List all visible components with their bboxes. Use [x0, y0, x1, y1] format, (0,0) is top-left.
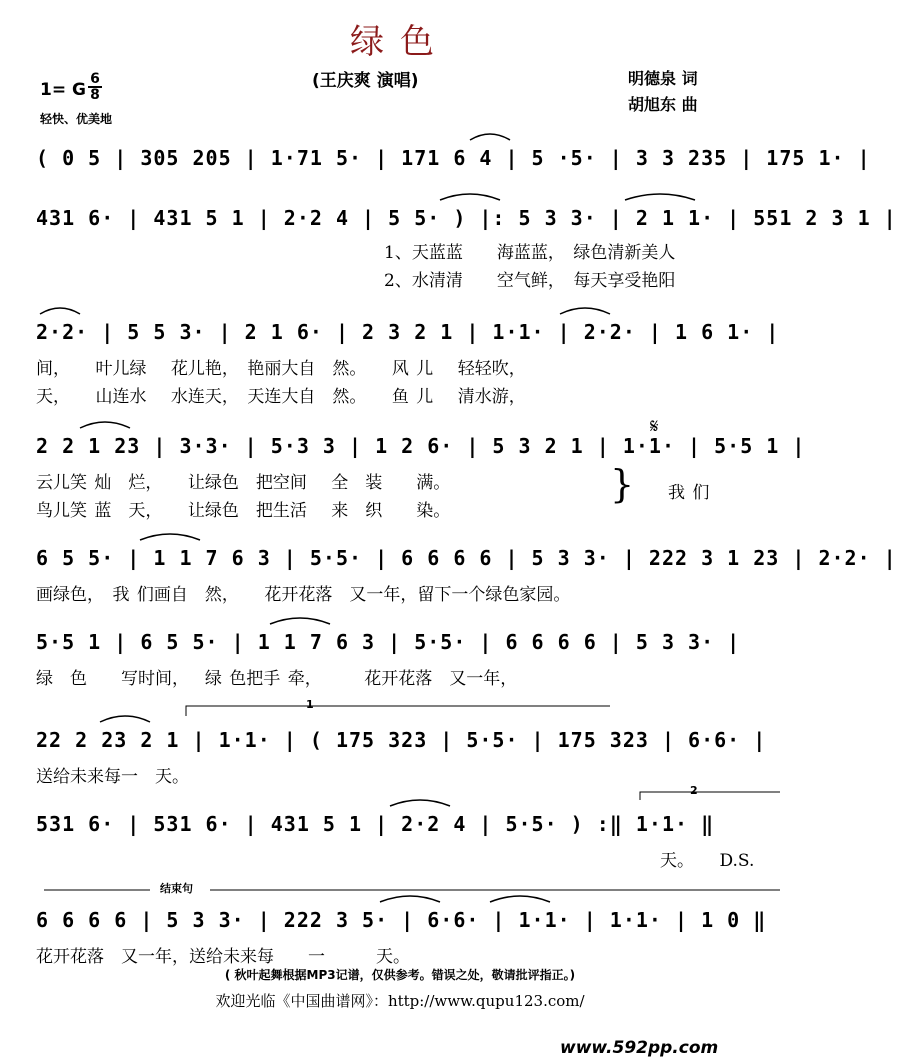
lyric-line-5: 绿 色 写时间， 绿 色把手 牵， 花开花落 又一年，: [36, 669, 518, 689]
tie-arc: [560, 308, 610, 314]
notation-line-4: 2 2 1 23 | 3·3· | 5·3 3 | 1 2 6· | 5 3 2 1 | 1·1· | 5·5 1 |: [36, 434, 806, 458]
volta-2-label: 2: [690, 784, 698, 797]
notation-line-9: 6 6 6 6 | 5 3 3· | 222 3 5· | 6·6· | 1·1· | 1·1· | 1 0 ‖: [36, 908, 767, 932]
watermark: www.592pp.com: [560, 1038, 719, 1058]
tie-arc: [625, 194, 695, 200]
tie-arc: [380, 896, 440, 902]
volta-1-label: 1: [306, 698, 314, 711]
lyric-line-6: 送给未来每一 天。: [36, 767, 189, 787]
singer-credit: (王庆爽 演唱): [312, 71, 419, 91]
volta-1-bracket: [186, 706, 610, 716]
lyric-line-2b: 天， 山连水 水连天， 天连大自 然。 鱼 儿 清水游，: [36, 387, 526, 407]
transcriber-note: ( 秋叶起舞根据MP3记谱，仅供参考。错误之处，敬请批评指正。): [224, 968, 576, 982]
segno-sign: 𝄋: [650, 414, 659, 438]
tie-arc: [440, 194, 500, 200]
lyric-line-3a: 云儿笑 灿 烂， 让绿色 把空间 全 装 满。: [36, 473, 451, 493]
notation-line-6: 5·5 1 | 6 5 5· | 1 1 7 6 3 | 5·5· | 6 6 6 6 | 5 3 3· |: [36, 630, 741, 654]
ending-label: 结束句: [160, 882, 193, 895]
site-welcome: 欢迎光临《中国曲谱网》：http://www.qupu123.com/: [215, 992, 585, 1010]
volta-2-bracket: [640, 792, 780, 800]
lyric-line-8: 花开花落 又一年，送给未来每 一 天。: [36, 947, 410, 967]
song-title: 绿色: [350, 22, 450, 62]
tie-arc: [140, 534, 200, 540]
notation-line-3: 2·2· | 5 5 3· | 2 1 6· | 2 3 2 1 | 1·1· | 2·2· | 1 6 1· |: [36, 320, 780, 344]
notation-line-2: 431 6· | 431 5 1 | 2·2 4 | 5 5· ) |: 5 3 3· | 2 1 1· | 551 2 3 1 |: [36, 206, 897, 230]
lyric-line-3b: 鸟儿笑 蓝 天， 让绿色 把生活 来 织 染。: [36, 501, 451, 521]
tie-arc: [470, 134, 510, 140]
notation-line-7: 22 2 23 2 1 | 1·1· | ( 175 323 | 5·5· | 175 323 | 6·6· |: [36, 728, 767, 752]
key-signature: 1= G: [40, 80, 86, 100]
tie-arc: [390, 800, 450, 806]
tie-arc: [100, 716, 150, 722]
time-denominator: 8: [88, 86, 102, 102]
notation-line-1: ( 0 5 | 305 205 | 1·71 5· | 171 6 4 | 5 ·5· | 3 3 235 | 175 1· |: [36, 146, 871, 170]
lyric-line-4: 画绿色， 我 们画自 然， 花开花落 又一年，留下一个绿色家园。: [36, 585, 571, 605]
tie-arc: [80, 422, 130, 428]
lyric-line-1b: 2、水清清 空气鲜， 每天享受艳阳: [384, 271, 676, 291]
tie-arc: [40, 308, 80, 314]
lyric-brace: }: [610, 462, 635, 506]
tempo-marking: 轻快、优美地: [40, 112, 113, 126]
lyric-line-1a: 1、天蓝蓝 海蓝蓝， 绿色清新美人: [384, 243, 676, 263]
notation-line-8: 531 6· | 531 6· | 431 5 1 | 2·2 4 | 5·5· ) :‖ 1·1· ‖: [36, 812, 715, 836]
tie-arc: [490, 896, 550, 902]
notation-line-5: 6 5 5· | 1 1 7 6 3 | 5·5· | 6 6 6 6 | 5 3 3· | 222 3 1 23 | 2·2· |: [36, 546, 897, 570]
composer-credit: 胡旭东 曲: [628, 95, 698, 114]
lyric-line-3c: 我 们: [668, 483, 710, 503]
lyricist-credit: 明德泉 词: [628, 69, 698, 88]
time-signature: [88, 72, 102, 102]
time-numerator: 6: [90, 71, 100, 87]
lyric-line-7: 天。 D.S.: [660, 851, 755, 871]
tie-arc: [270, 618, 330, 624]
lyric-line-2a: 间， 叶儿绿 花儿艳， 艳丽大自 然。 风 儿 轻轻吹，: [36, 359, 526, 379]
